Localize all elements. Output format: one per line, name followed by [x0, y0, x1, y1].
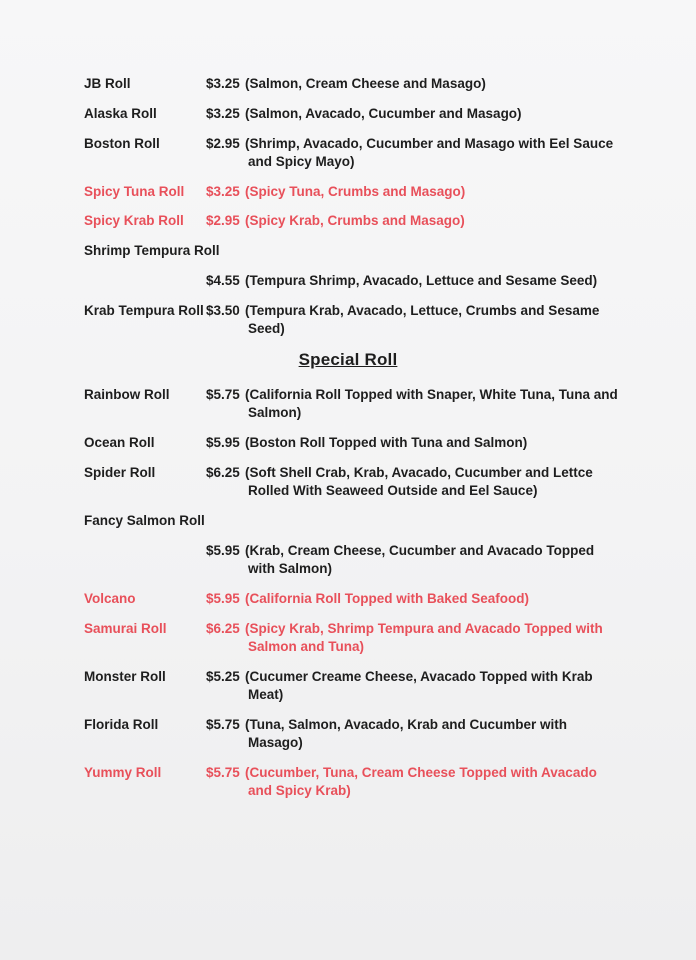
item-description: (Krab, Cream Cheese, Cucumber and Avacado Topped with Salmon) [245, 543, 595, 576]
item-description: (Tempura Shrimp, Avacado, Lettuce and Sesame Seed) [245, 273, 598, 288]
item-name: Fancy Salmon Roll [84, 513, 205, 528]
item-price: $2.95 [206, 213, 240, 228]
item-description: (Spicy Krab, Shrimp Tempura and Avacado Topped with Salmon and Tuna) [245, 621, 603, 654]
item-name: Volcano [84, 591, 136, 606]
item-name: Spicy Tuna Roll [84, 184, 185, 199]
item-price: $5.25 [206, 669, 240, 684]
item-price: $6.25 [206, 621, 240, 636]
item-name: Shrimp Tempura Roll [84, 243, 220, 258]
item-price: $4.55 [206, 273, 240, 288]
item-name: Boston Roll [84, 136, 160, 151]
item-price: $3.50 [206, 303, 240, 318]
item-name: Yummy Roll [84, 765, 162, 780]
item-price: $5.75 [206, 717, 240, 732]
item-name: Florida Roll [84, 717, 159, 732]
item-name: Monster Roll [84, 669, 166, 684]
item-description: (Salmon, Avacado, Cucumber and Masago) [245, 106, 522, 121]
item-price: $5.75 [206, 387, 240, 402]
item-description: (Salmon, Cream Cheese and Masago) [245, 76, 486, 91]
item-description: (Tempura Krab, Avacado, Lettuce, Crumbs and Sesame Seed) [245, 303, 600, 336]
item-description: (Spicy Tuna, Crumbs and Masago) [245, 184, 466, 199]
item-name: Spider Roll [84, 465, 156, 480]
item-name: Spicy Krab Roll [84, 213, 184, 228]
item-price: $5.75 [206, 765, 240, 780]
item-description: (Boston Roll Topped with Tuna and Salmon) [245, 435, 528, 450]
item-price: $3.25 [206, 106, 240, 121]
item-name: Krab Tempura Roll [84, 303, 204, 318]
item-description: (California Roll Topped with Snaper, White Tuna, Tuna and Salmon) [245, 387, 618, 420]
item-description: (California Roll Topped with Baked Seafood) [245, 591, 530, 606]
item-price: $3.25 [206, 184, 240, 199]
section-title: Special Roll [298, 350, 398, 369]
item-name: Ocean Roll [84, 435, 155, 450]
item-name: Samurai Roll [84, 621, 167, 636]
item-description: (Shrimp, Avacado, Cucumber and Masago with Eel Sauce and Spicy Mayo) [245, 136, 614, 169]
item-description: (Tuna, Salmon, Avacado, Krab and Cucumber with Masago) [245, 717, 568, 750]
item-price: $5.95 [206, 543, 240, 558]
item-description: (Soft Shell Crab, Krab, Avacado, Cucumber and Lettce Rolled With Seaweed Outside and Eel Sauce) [245, 465, 593, 498]
item-price: $5.95 [206, 591, 240, 606]
item-name: Alaska Roll [84, 106, 157, 121]
item-price: $6.25 [206, 465, 240, 480]
item-name: JB Roll [84, 76, 131, 91]
item-price: $3.25 [206, 76, 240, 91]
item-name: Rainbow Roll [84, 387, 170, 402]
item-description: (Cucumber, Tuna, Cream Cheese Topped with Avacado and Spicy Krab) [245, 765, 597, 798]
item-description: (Cucumer Creame Cheese, Avacado Topped with Krab Meat) [245, 669, 593, 702]
item-price: $2.95 [206, 136, 240, 151]
item-description: (Spicy Krab, Crumbs and Masago) [245, 213, 465, 228]
item-price: $5.95 [206, 435, 240, 450]
